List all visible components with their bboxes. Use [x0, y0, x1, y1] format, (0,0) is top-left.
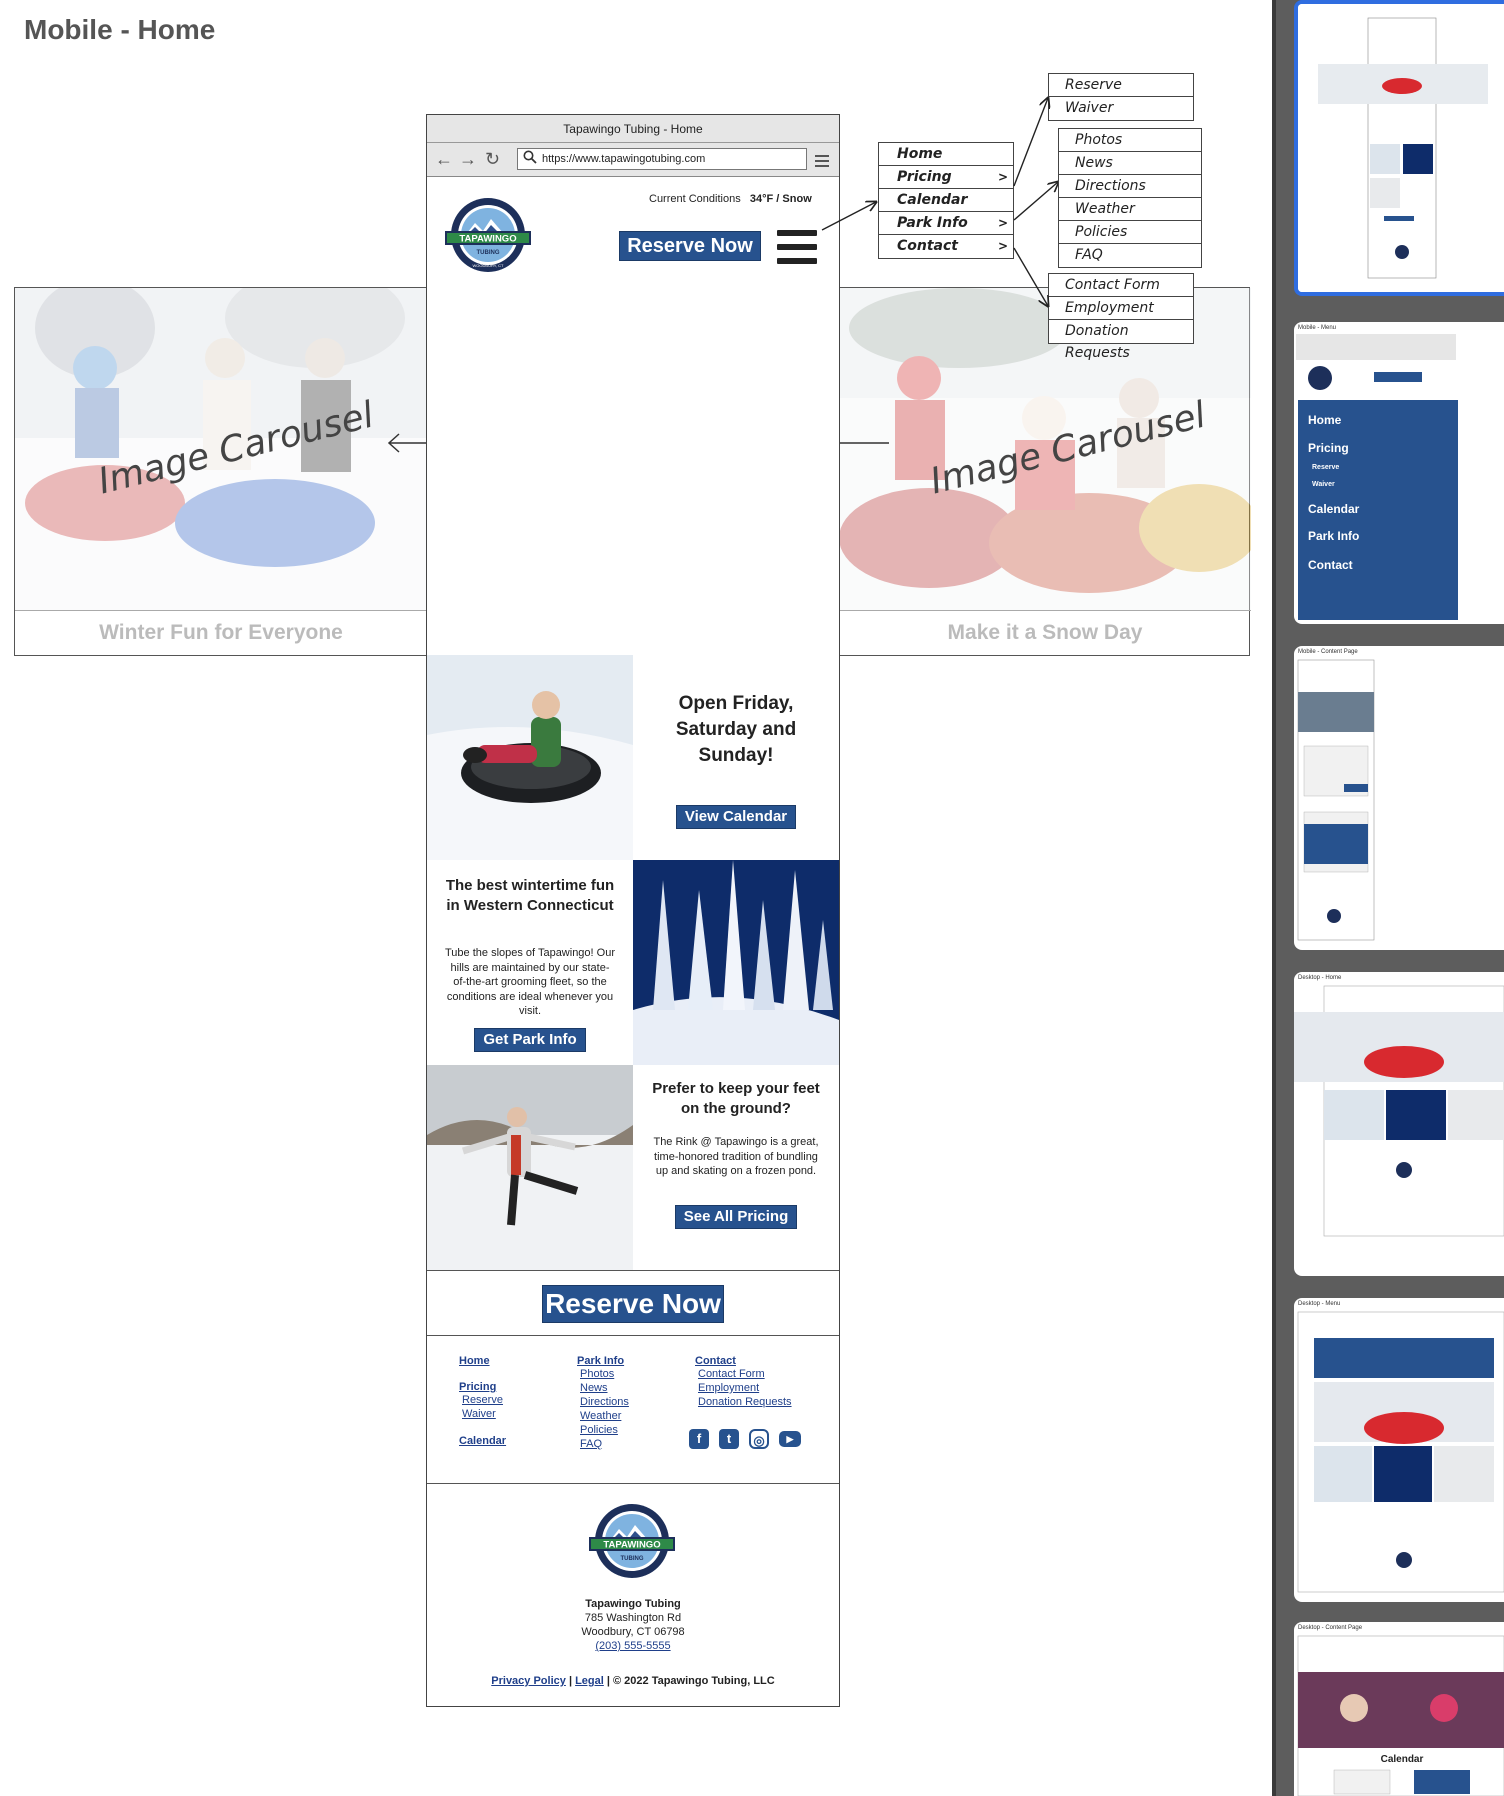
thumb-menu-home: Home	[1308, 413, 1342, 427]
footer-link-home[interactable]: Home	[459, 1355, 490, 1367]
logo-text: TAPAWINGO	[459, 233, 517, 245]
footer-link-photos[interactable]: Photos	[580, 1368, 615, 1380]
footer-link-directions[interactable]: Directions	[580, 1396, 629, 1408]
thumbnail-desktop-home[interactable]	[1294, 972, 1504, 1276]
sitemap-sub-news[interactable]: News	[1059, 152, 1201, 175]
chevron-right-icon: >	[997, 239, 1008, 253]
best-fun-panel	[427, 860, 633, 1065]
best-fun-heading: The best wintertime fun in Western Connecticut	[445, 877, 615, 914]
best-fun-body: Tube the slopes of Tapawingo! Our hills are maintained by our state-of-the-art grooming fleet, so the conditions are ideal whenever you visit.	[445, 947, 615, 1017]
strip-edge	[1272, 0, 1276, 1796]
footer-link-contact-form[interactable]: Contact Form	[698, 1368, 765, 1380]
sitemap-connectors	[818, 60, 1058, 360]
legal-separator: |	[568, 1675, 573, 1687]
logo-town: WOODBURY, CT	[472, 263, 504, 268]
carousel-slide-left[interactable]	[15, 288, 427, 610]
forward-icon[interactable]: →	[459, 149, 477, 169]
section-divider	[427, 1270, 839, 1271]
sitemap-sub-reserve[interactable]: Reserve	[1049, 74, 1193, 97]
chevron-right-icon: >	[997, 170, 1008, 184]
footer-logo-text: TAPAWINGO	[603, 1539, 661, 1551]
footer-col-parkinfo	[577, 1355, 687, 1451]
rink-panel	[633, 1065, 839, 1270]
footer-link-faq[interactable]: FAQ	[580, 1438, 603, 1450]
open-days-panel	[633, 655, 839, 860]
back-icon[interactable]: ←	[435, 149, 453, 169]
footer-logo	[587, 1503, 677, 1579]
snowy-trees-photo	[633, 860, 839, 1065]
thumb-menu-contact: Contact	[1308, 558, 1353, 572]
rink-body: The Rink @ Tapawingo is a great, time-honored tradition of bundling up and skating on a frozen pond.	[653, 1136, 819, 1177]
sitemap-sub-employment[interactable]: Employment	[1049, 297, 1193, 320]
footer-link-calendar[interactable]: Calendar	[459, 1435, 507, 1447]
copyright-text: | © 2022 Tapawingo Tubing, LLC	[606, 1675, 775, 1687]
footer-link-employment[interactable]: Employment	[698, 1382, 760, 1394]
caption-left: Winter Fun for Everyone	[15, 610, 427, 656]
tapawingo-logo[interactable]	[443, 197, 533, 273]
window-title: Tapawingo Tubing - Home	[427, 115, 839, 143]
carousel-label-left: Image Carousel	[94, 394, 378, 503]
sitemap-sub-faq[interactable]: FAQ	[1075, 247, 1103, 263]
footer-link-contact[interactable]: Contact	[695, 1355, 736, 1367]
footer-link-park-info[interactable]: Park Info	[577, 1355, 625, 1367]
thumbnail-mobile-menu[interactable]	[1294, 322, 1504, 624]
current-conditions	[649, 193, 812, 205]
thumbnail-label: Mobile - Content Page	[1298, 649, 1358, 655]
footer-link-weather[interactable]: Weather	[580, 1410, 622, 1422]
thumbnail-mobile-home[interactable]	[1294, 0, 1504, 296]
footer-col-contact	[695, 1355, 835, 1409]
facebook-icon[interactable]: f	[689, 1429, 709, 1449]
sitemap-label: Calendar	[897, 192, 968, 208]
conditions-value: 34°F / Snow	[749, 193, 812, 205]
thumb-menu-pricing: Pricing	[1308, 441, 1349, 455]
thumbnail-mobile-content[interactable]	[1294, 646, 1504, 950]
thumbnail-label: Mobile - Menu	[1298, 325, 1337, 331]
footer-link-reserve[interactable]: Reserve	[462, 1394, 503, 1406]
sitemap-sub-contact-form[interactable]: Contact Form	[1049, 274, 1193, 297]
reload-icon[interactable]: ↻	[485, 149, 501, 169]
address-line-2: Woodbury, CT 06798	[581, 1626, 685, 1638]
legal-line	[427, 1674, 839, 1688]
instagram-icon[interactable]: ◎	[749, 1429, 769, 1449]
footer-link-news[interactable]: News	[580, 1382, 608, 1394]
footer-logo-subtext: TUBING	[620, 1556, 644, 1562]
sitemap-sub-photos[interactable]: Photos	[1059, 129, 1201, 152]
footer-link-waiver[interactable]: Waiver	[462, 1408, 496, 1420]
chevron-right-icon: >	[997, 216, 1008, 230]
sitemap-sub-donation[interactable]: Donation Requests	[1065, 323, 1130, 361]
sitemap-parkinfo-submenu	[1058, 128, 1202, 268]
sitemap-sub-directions[interactable]: Directions	[1059, 175, 1201, 198]
logo-subtext: TUBING	[476, 250, 500, 256]
sitemap-sub-policies[interactable]: Policies	[1059, 221, 1201, 244]
section-divider	[427, 1483, 839, 1484]
thumbnail-label: Desktop - Home	[1298, 975, 1342, 981]
caption-right: Make it a Snow Day	[839, 610, 1251, 656]
tuber-photo	[427, 655, 633, 860]
conditions-label: Current Conditions	[649, 193, 741, 205]
sitemap-pricing-submenu	[1048, 73, 1194, 121]
page-title: Mobile - Home	[24, 14, 216, 45]
rink-heading: Prefer to keep your feet on the ground?	[652, 1080, 820, 1117]
ice-skater-photo	[427, 1065, 633, 1270]
footer-link-donation[interactable]: Donation Requests	[698, 1396, 792, 1408]
url-field[interactable]: https://www.tapawingotubing.com	[517, 148, 807, 170]
sitemap-sub-waiver[interactable]: Waiver	[1065, 100, 1114, 116]
sitemap-label: Contact	[897, 238, 958, 254]
privacy-policy-link[interactable]: Privacy Policy	[491, 1675, 566, 1687]
thumbnail-label: Desktop - Menu	[1298, 1301, 1341, 1307]
thumb-menu-park-info: Park Info	[1308, 529, 1360, 543]
thumbnail-label: Desktop - Content Page	[1298, 1625, 1363, 1631]
thumbnail-desktop-content[interactable]	[1294, 1622, 1504, 1796]
youtube-icon[interactable]: ▶	[779, 1431, 801, 1447]
mobile-browser-window	[426, 114, 840, 1707]
thumb-menu-waiver: Waiver	[1312, 481, 1335, 488]
see-all-pricing-button[interactable]: See All Pricing	[675, 1205, 797, 1229]
view-calendar-button[interactable]: View Calendar	[676, 805, 796, 829]
sitemap-label: Home	[897, 146, 943, 162]
get-park-info-button[interactable]: Get Park Info	[474, 1028, 586, 1052]
footer-link-pricing[interactable]: Pricing	[459, 1381, 497, 1393]
legal-link[interactable]: Legal	[575, 1675, 604, 1687]
carousel-label-right: Image Carousel	[926, 394, 1210, 503]
sitemap-label: Pricing	[897, 169, 952, 185]
phone-link[interactable]: (203) 555-5555	[595, 1640, 671, 1652]
sitemap-sub-weather[interactable]: Weather	[1059, 198, 1201, 221]
sitemap-label: Park Info	[897, 215, 968, 231]
twitter-icon[interactable]: t	[719, 1429, 739, 1449]
sitemap-contact-submenu	[1048, 273, 1194, 361]
hamburger-menu-icon[interactable]	[777, 230, 817, 264]
thumb-calendar-heading: Calendar	[1380, 1754, 1424, 1765]
thumb-menu-calendar: Calendar	[1308, 502, 1360, 516]
search-icon	[523, 150, 537, 164]
company-name: Tapawingo Tubing	[585, 1598, 681, 1610]
open-days-heading: Open Friday, Saturday and Sunday!	[675, 693, 797, 766]
reserve-now-button[interactable]: Reserve Now	[619, 231, 761, 261]
footer-col-home	[459, 1355, 569, 1447]
content-grid	[427, 655, 839, 1270]
thumbnail-desktop-menu[interactable]	[1294, 1298, 1504, 1602]
section-divider	[427, 1335, 839, 1336]
address-line-1: 785 Washington Rd	[584, 1612, 682, 1624]
browser-toolbar	[427, 143, 839, 177]
reserve-now-large-button[interactable]: Reserve Now	[542, 1285, 724, 1323]
footer-link-policies[interactable]: Policies	[580, 1424, 618, 1436]
thumb-menu-reserve: Reserve	[1312, 464, 1340, 471]
